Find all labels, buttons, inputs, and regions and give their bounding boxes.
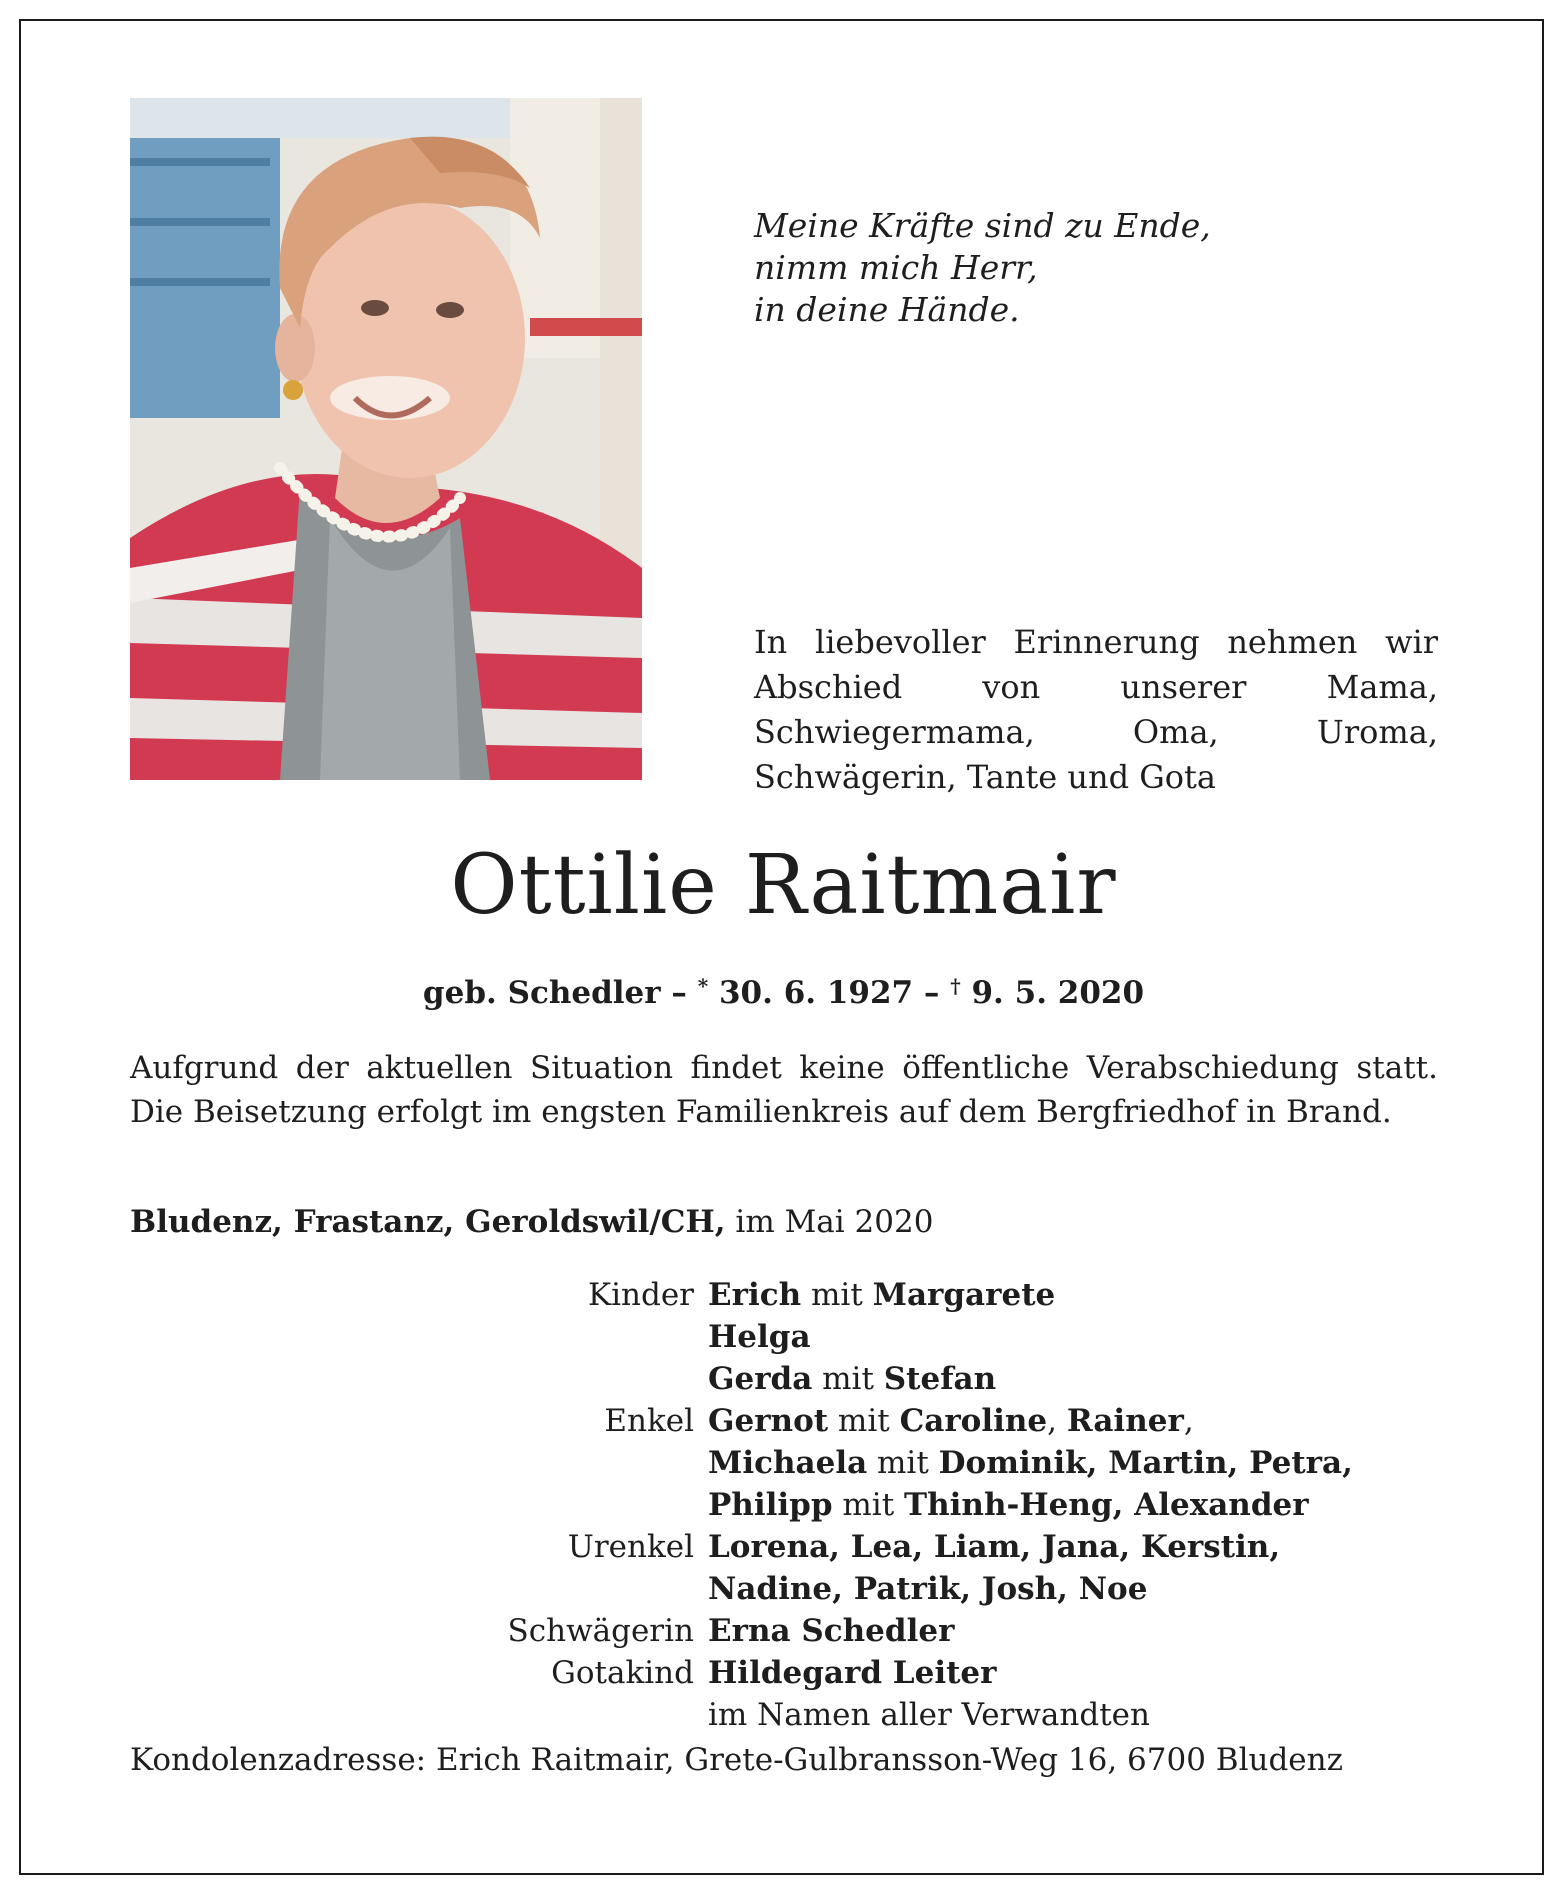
family-connector: mit — [801, 1277, 873, 1313]
quote-line: Meine Kräfte sind zu Ende, — [754, 206, 1211, 245]
condolence-address: Kondolenzadresse: Erich Raitmair, Grete-Gulbransson-Weg 16, 6700 Bludenz — [130, 1742, 1343, 1778]
family-member-name: Thinh-Heng, Alexander — [904, 1487, 1309, 1523]
maiden-name: geb. Schedler – — [422, 975, 698, 1011]
family-names — [708, 1568, 1147, 1610]
family-relation-label — [130, 1694, 708, 1736]
intro-paragraph: In liebevoller Erinnerung nehmen wir Abschied von unserer Mama, Schwiegermama, Oma, Uroma, Schwägerin, Tante und Gota — [754, 623, 1438, 796]
family-row — [130, 1484, 1440, 1526]
family-connector: , — [1047, 1403, 1067, 1439]
family-row — [130, 1316, 1440, 1358]
family-member-name: Lorena, Lea, Liam, Jana, Kerstin, — [708, 1529, 1281, 1565]
birth-symbol: * — [697, 974, 709, 998]
death-symbol: † — [950, 974, 961, 998]
family-member-name: Gerda — [708, 1361, 813, 1397]
family-row — [130, 1526, 1440, 1568]
quote-line: nimm mich Herr, — [754, 248, 1038, 287]
family-connector: , — [1183, 1403, 1194, 1439]
family-relation-label — [130, 1484, 708, 1526]
family-row — [130, 1274, 1440, 1316]
family-member-name: Erich — [708, 1277, 802, 1313]
family-member-name: Stefan — [883, 1361, 997, 1397]
family-relation-label — [130, 1442, 708, 1484]
family-relation-label: Schwägerin — [507, 1613, 694, 1649]
family-member-name: Margarete — [872, 1277, 1056, 1313]
family-relation-label — [130, 1316, 708, 1358]
quote-line: in deine Hände. — [754, 290, 1020, 329]
family-row — [130, 1694, 1440, 1736]
date: im Mai 2020 — [725, 1204, 934, 1240]
family-names — [708, 1526, 1280, 1568]
family-member-name: Gernot — [708, 1403, 829, 1439]
family-member-name: Hildegard Leiter — [708, 1655, 997, 1691]
family-relation-label — [130, 1568, 708, 1610]
family-connector: mit — [812, 1361, 884, 1397]
family-row — [130, 1358, 1440, 1400]
family-row — [130, 1400, 1440, 1442]
family-names — [708, 1274, 1055, 1316]
family-row — [130, 1568, 1440, 1610]
family-names — [708, 1484, 1309, 1526]
deceased-name: Ottilie Raitmair — [450, 838, 1117, 933]
places: Bludenz, Frastanz, Geroldswil/CH, — [130, 1204, 726, 1240]
family-row — [130, 1442, 1440, 1484]
family-names — [708, 1400, 1194, 1442]
birth-death-dates — [0, 965, 1567, 1014]
family-names — [708, 1610, 954, 1652]
family-relation-label: Urenkel — [567, 1529, 694, 1565]
family-names — [708, 1442, 1353, 1484]
family-member-name: Helga — [708, 1319, 811, 1355]
family-connector: mit — [828, 1403, 900, 1439]
place-date-line — [130, 1200, 1438, 1244]
family-connector: mit — [832, 1487, 905, 1523]
family-member-name: Dominik, Martin, Petra, — [938, 1445, 1353, 1481]
family-relation-label: Enkel — [604, 1403, 694, 1439]
family-names — [708, 1316, 811, 1358]
family-member-name: Rainer — [1066, 1403, 1184, 1439]
family-member-name: Erna Schedler — [708, 1613, 955, 1649]
family-names — [708, 1694, 1150, 1736]
family-member-name: Michaela — [708, 1445, 868, 1481]
family-member-name: Nadine, Patrik, Josh, Noe — [708, 1571, 1148, 1607]
family-member-name: Philipp — [708, 1487, 833, 1523]
death-date: 9. 5. 2020 — [960, 975, 1145, 1011]
family-row — [130, 1652, 1440, 1694]
family-connector: im Namen aller Verwandten — [708, 1697, 1150, 1733]
family-list — [130, 1274, 1440, 1736]
family-row — [130, 1610, 1440, 1652]
family-member-name: Caroline — [899, 1403, 1048, 1439]
portrait-photo — [130, 98, 642, 780]
family-relation-label — [130, 1358, 708, 1400]
birth-date: 30. 6. 1927 – — [708, 975, 951, 1011]
family-names — [708, 1652, 996, 1694]
family-relation-label: Kinder — [587, 1277, 694, 1313]
family-connector: mit — [867, 1445, 939, 1481]
funeral-notice: Aufgrund der aktuellen Situation findet keine öffentliche Verabschiedung statt. Die Beisetzung erfolgt im engsten Familienkreis auf dem Bergfriedhof in Brand. — [130, 1050, 1438, 1130]
family-names — [708, 1358, 996, 1400]
family-relation-label: Gotakind — [551, 1655, 694, 1691]
quote-verse — [754, 205, 1454, 331]
